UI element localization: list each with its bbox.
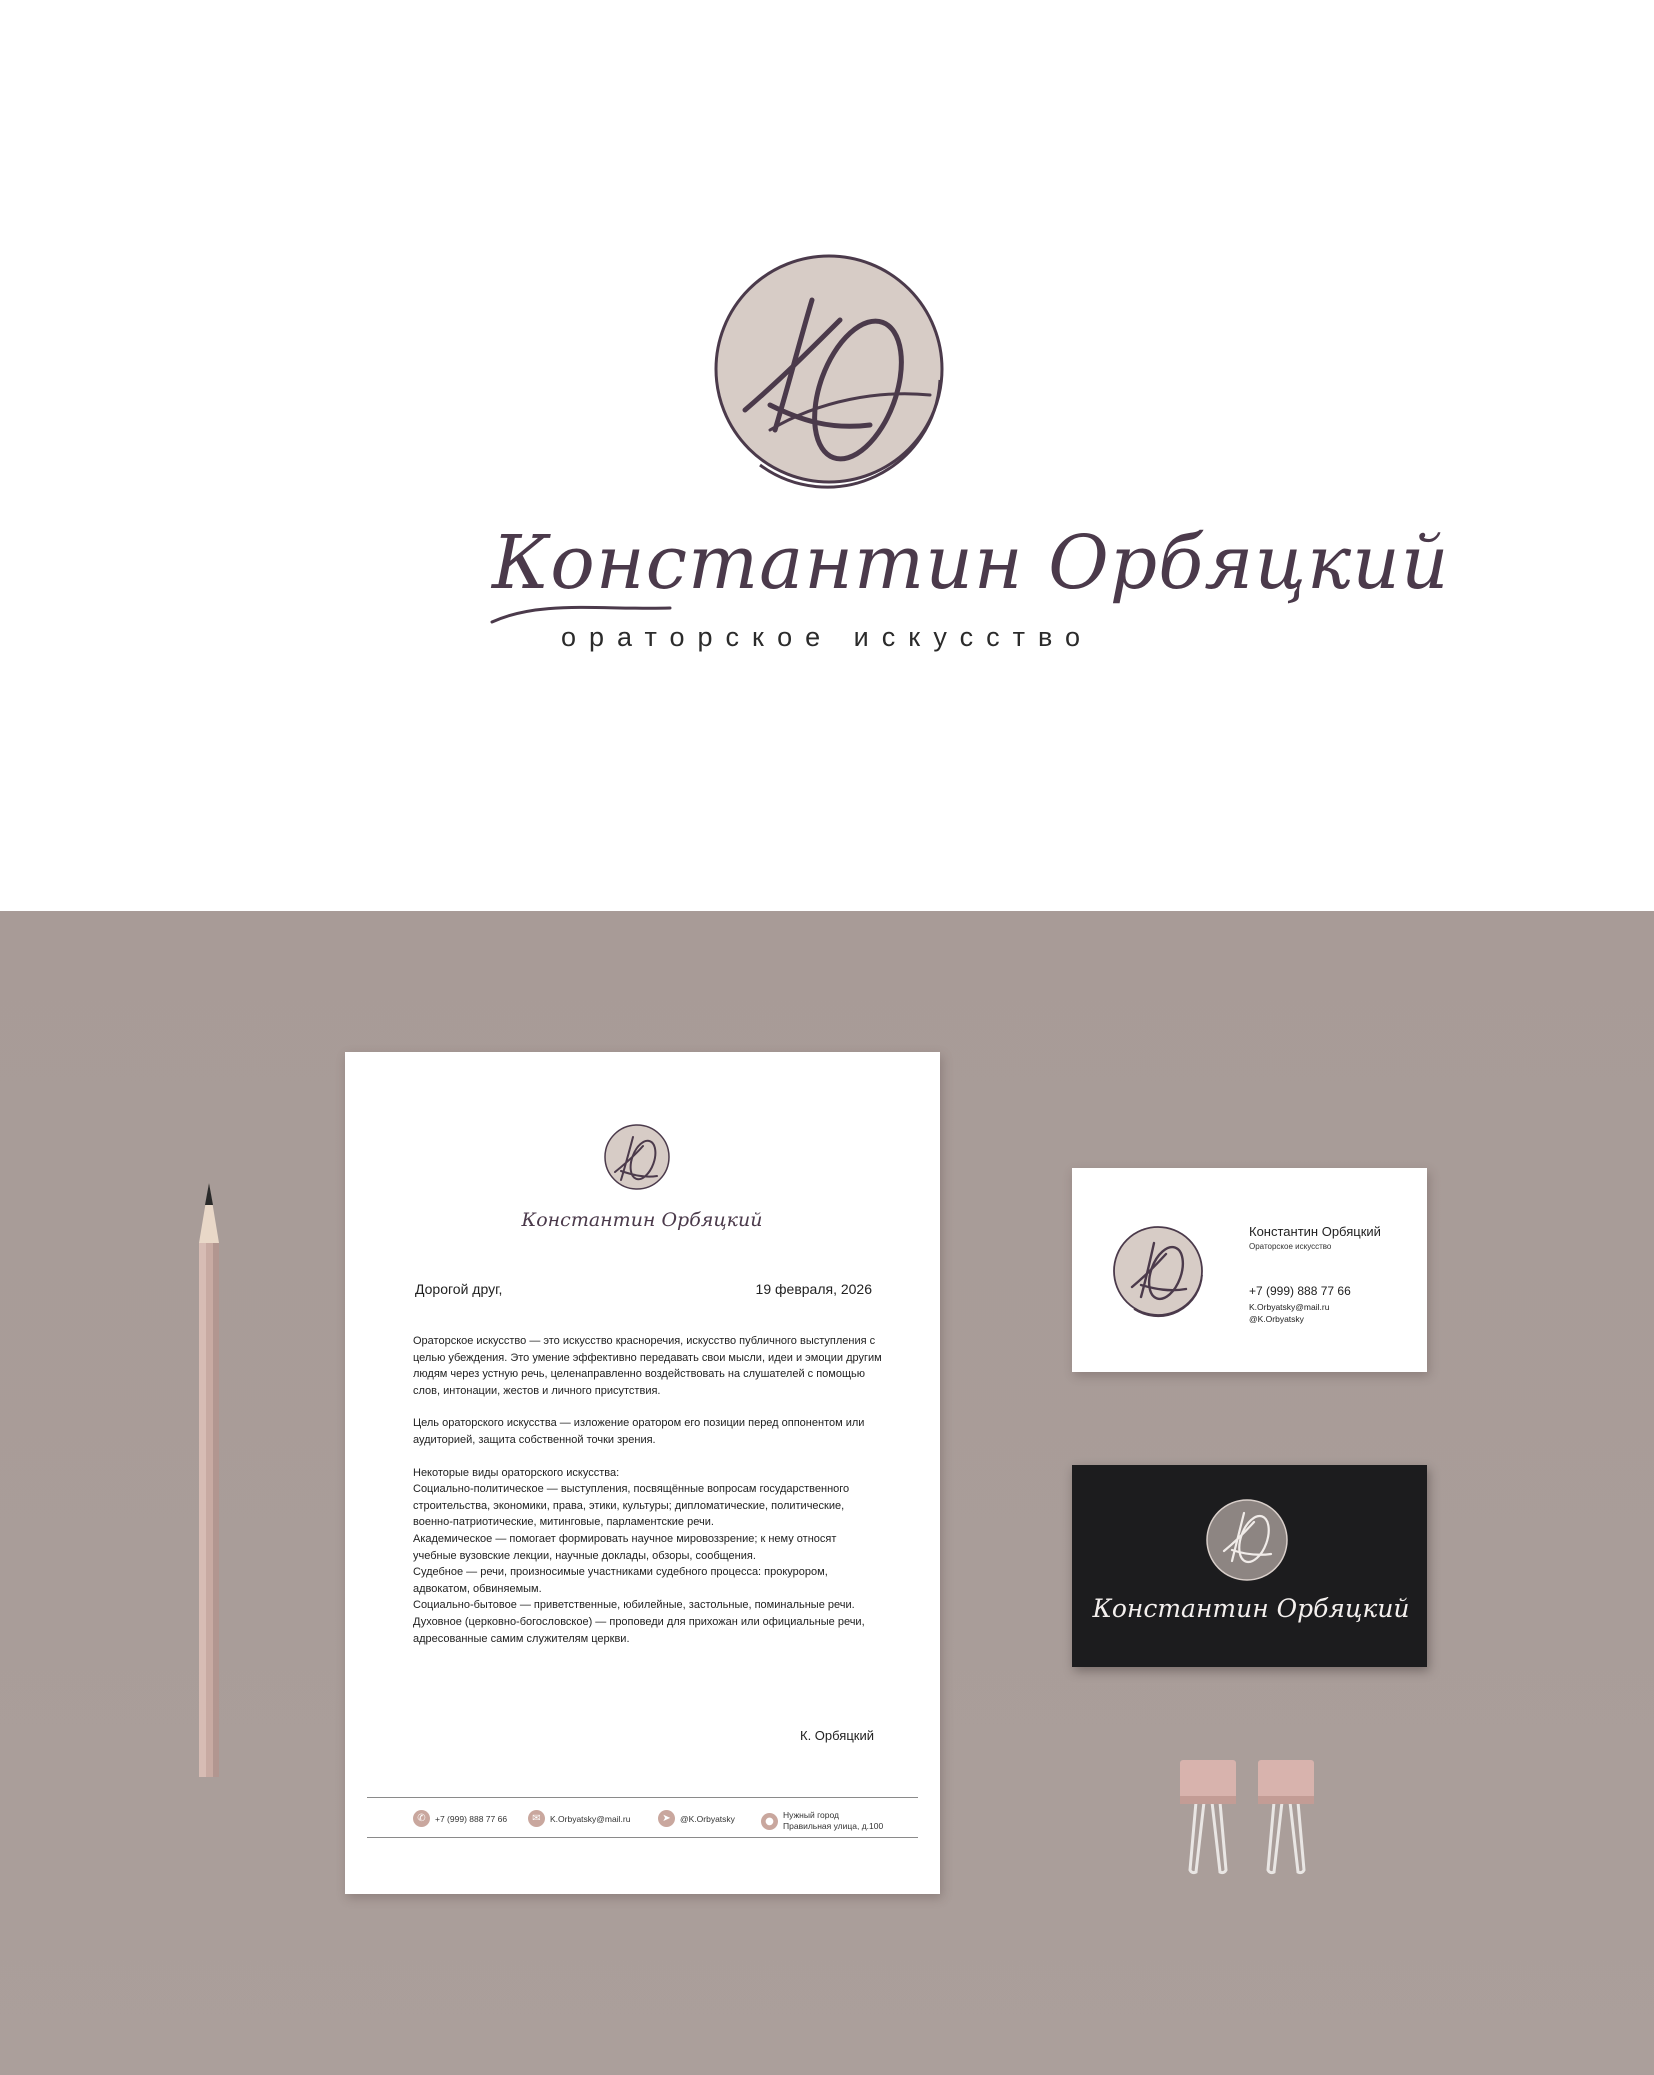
business-card-front (1072, 1168, 1427, 1372)
letterhead-brand-name: Константин Орбяцкий (521, 1209, 763, 1231)
footer-divider (367, 1797, 918, 1798)
footer-telegram-text: @K.Orbyatsky (680, 1813, 735, 1824)
brand-tagline: ораторское искусство (560, 622, 1094, 652)
address-line-2: Правильная улица, д.100 (783, 1821, 884, 1831)
binder-clip (1178, 1760, 1238, 1875)
card-phone: +7 (999) 888 77 66 (1249, 1284, 1351, 1298)
card-subtitle: Ораторское искусство (1249, 1242, 1332, 1251)
footer-email-text: K.Orbyatsky@mail.ru (550, 1813, 631, 1824)
letter-signature: К. Орбяцкий (800, 1728, 874, 1743)
business-card-back (1072, 1465, 1427, 1667)
letter-greeting: Дорогой друг, (415, 1281, 503, 1297)
letter-body (413, 1333, 883, 1663)
card-telegram: @K.Orbyatsky (1249, 1314, 1304, 1324)
letter-paragraph: Некоторые виды ораторского искусства: Социально-политическое — выступления, посвящённые вопросам государственного строительства, экономики, права, этики, культуры; дипломатические, политические, военно-патриотические, митинговые, парламентские речи. Академическое — помогает формировать научное мировоззрение; к нему относят учебные вузовские лекции, научные доклады, обзоры, сообщения. Судебное — речи, произносимые участниками судебного процесса: прокурором, адвокатом, обвиняемым. Социально-бытовое — приветственные, юбилейные, застольные, поминальные речи. Духовное (церковно-богословское) — проповеди для прихожан или официальные речи, адресованные самим служителям церкви. (413, 1466, 865, 1645)
binder-clip (1256, 1760, 1316, 1875)
location-icon: ● (761, 1813, 778, 1830)
letter-footer (413, 1806, 903, 1832)
footer-email (528, 1810, 630, 1827)
letterhead (345, 1052, 940, 1894)
address-line-1: Нужный город (783, 1810, 839, 1820)
logo-section (0, 0, 1654, 911)
footer-address-text (783, 1810, 883, 1832)
card-email: K.Orbyatsky@mail.ru (1249, 1302, 1330, 1312)
footer-telegram (658, 1810, 735, 1827)
footer-address (761, 1810, 883, 1832)
letterhead-logo (345, 1122, 940, 1242)
card-back-brand-name: Константин Орбяцкий (1092, 1594, 1410, 1623)
footer-phone-text: +7 (999) 888 77 66 (435, 1813, 508, 1824)
footer-divider (367, 1837, 918, 1838)
card-name: Константин Орбяцкий (1249, 1224, 1381, 1239)
phone-icon: ✆ (413, 1810, 430, 1827)
telegram-icon: ➤ (658, 1810, 675, 1827)
pencil (194, 1183, 224, 1777)
letter-date: 19 февраля, 2026 (755, 1281, 872, 1297)
brand-name-script: Константин Орбяцкий (492, 520, 1450, 606)
letter-paragraph: Ораторское искусство — это искусство красноречия, искусство публичного выступления с целью убеждения. Это умение эффективно передавать свои мысли, идеи и эмоции другим людям через устную речь, целенаправленно воздействовать на слушателей с помощью слов, интонации, жестов и личного присутствия. (413, 1335, 882, 1397)
card-logo (1110, 1223, 1220, 1333)
mail-icon: ✉ (528, 1810, 545, 1827)
card-back-logo (1072, 1465, 1427, 1667)
footer-phone (413, 1810, 507, 1827)
letter-paragraph: Цель ораторского искусства — изложение оратором его позиции перед оппонентом или аудиторией, защита собственной точки зрения. (413, 1417, 865, 1446)
